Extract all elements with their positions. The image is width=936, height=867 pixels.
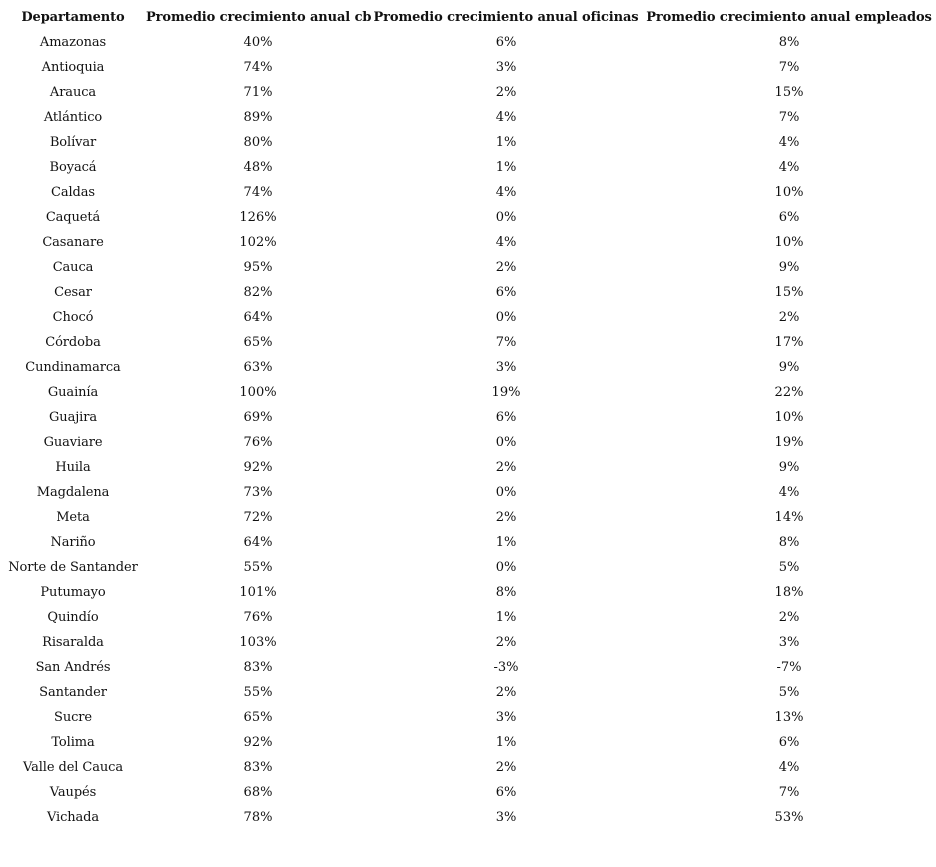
cell-departamento: Tolima	[51, 735, 95, 750]
cell-crecimiento-cb: 69%	[243, 410, 273, 425]
cell-crecimiento-cb: 63%	[243, 360, 273, 375]
cell-crecimiento-empleados: 53%	[774, 810, 804, 825]
cell-crecimiento-cb: 73%	[243, 485, 273, 500]
cell-crecimiento-empleados: 14%	[774, 510, 804, 525]
cell-crecimiento-oficinas: -3%	[493, 660, 519, 675]
cell-crecimiento-oficinas: 3%	[495, 60, 517, 75]
cell-crecimiento-cb: 71%	[243, 85, 273, 100]
cell-departamento: Caquetá	[45, 210, 101, 225]
table-row	[0, 580, 936, 605]
cell-crecimiento-oficinas: 1%	[495, 160, 517, 175]
cell-crecimiento-oficinas: 8%	[495, 585, 517, 600]
cell-crecimiento-cb: 65%	[243, 335, 273, 350]
table-row	[0, 655, 936, 680]
cell-departamento: Bolívar	[49, 135, 97, 150]
cell-departamento: Santander	[39, 685, 107, 700]
table-row	[0, 530, 936, 555]
table-row	[0, 155, 936, 180]
cell-crecimiento-cb: 74%	[243, 185, 273, 200]
table-row	[0, 405, 936, 430]
cell-crecimiento-oficinas: 1%	[495, 610, 517, 625]
cell-crecimiento-cb: 74%	[243, 60, 273, 75]
cell-crecimiento-cb: 78%	[243, 810, 273, 825]
table-header	[0, 5, 936, 30]
cell-departamento: Meta	[56, 510, 90, 525]
cell-crecimiento-empleados: 19%	[774, 435, 804, 450]
table-row	[0, 730, 936, 755]
cell-crecimiento-empleados: 9%	[778, 260, 800, 275]
cell-crecimiento-cb: 80%	[243, 135, 273, 150]
table-row	[0, 305, 936, 330]
cell-departamento: Risaralda	[42, 635, 104, 650]
cell-crecimiento-empleados: 8%	[778, 535, 800, 550]
cell-crecimiento-empleados: 10%	[774, 185, 804, 200]
cell-crecimiento-cb: 76%	[243, 435, 273, 450]
cell-crecimiento-empleados: 4%	[778, 135, 800, 150]
cell-crecimiento-oficinas: 0%	[495, 560, 517, 575]
table-row	[0, 30, 936, 55]
cell-crecimiento-oficinas: 2%	[495, 460, 517, 475]
cell-crecimiento-oficinas: 0%	[495, 435, 517, 450]
cell-departamento: San Andrés	[35, 660, 111, 675]
cell-departamento: Guajira	[49, 410, 97, 425]
cell-crecimiento-oficinas: 0%	[495, 485, 517, 500]
cell-crecimiento-oficinas: 6%	[495, 785, 517, 800]
cell-crecimiento-cb: 83%	[243, 660, 273, 675]
cell-departamento: Caldas	[51, 185, 95, 200]
table-row	[0, 355, 936, 380]
table-row	[0, 380, 936, 405]
cell-crecimiento-cb: 64%	[243, 310, 273, 325]
growth-table-container	[0, 5, 936, 830]
cell-crecimiento-cb: 89%	[243, 110, 273, 125]
cell-crecimiento-empleados: 9%	[778, 360, 800, 375]
cell-crecimiento-oficinas: 2%	[495, 510, 517, 525]
table-body	[0, 30, 936, 830]
cell-departamento: Casanare	[42, 235, 104, 250]
cell-crecimiento-oficinas: 2%	[495, 85, 517, 100]
table-row	[0, 755, 936, 780]
cell-crecimiento-empleados: 10%	[774, 235, 804, 250]
table-row	[0, 230, 936, 255]
cell-crecimiento-empleados: 22%	[774, 385, 804, 400]
cell-crecimiento-empleados: 8%	[778, 35, 800, 50]
cell-crecimiento-cb: 48%	[243, 160, 273, 175]
header-row	[0, 5, 936, 30]
cell-crecimiento-oficinas: 0%	[495, 310, 517, 325]
cell-departamento: Sucre	[54, 710, 92, 725]
cell-crecimiento-empleados: 6%	[778, 735, 800, 750]
cell-crecimiento-cb: 64%	[243, 535, 273, 550]
cell-departamento: Nariño	[50, 535, 96, 550]
cell-crecimiento-oficinas: 7%	[495, 335, 517, 350]
cell-departamento: Vaupés	[49, 785, 97, 800]
cell-departamento: Vichada	[46, 810, 100, 825]
table-row	[0, 605, 936, 630]
cell-crecimiento-empleados: 5%	[778, 685, 800, 700]
cell-crecimiento-empleados: 15%	[774, 285, 804, 300]
cell-crecimiento-cb: 55%	[243, 560, 273, 575]
cell-departamento: Norte de Santander	[8, 560, 138, 575]
cell-crecimiento-empleados: 7%	[778, 785, 800, 800]
cell-crecimiento-oficinas: 1%	[495, 535, 517, 550]
cell-crecimiento-oficinas: 1%	[495, 135, 517, 150]
cell-departamento: Chocó	[52, 310, 94, 325]
table-row	[0, 80, 936, 105]
table-row	[0, 780, 936, 805]
cell-crecimiento-empleados: 10%	[774, 410, 804, 425]
cell-crecimiento-empleados: 7%	[778, 60, 800, 75]
cell-crecimiento-oficinas: 6%	[495, 410, 517, 425]
cell-crecimiento-oficinas: 4%	[495, 235, 517, 250]
header-departamento: Departamento	[21, 10, 125, 25]
cell-departamento: Boyacá	[49, 160, 97, 175]
cell-crecimiento-cb: 65%	[243, 710, 273, 725]
cell-crecimiento-cb: 40%	[243, 35, 273, 50]
cell-crecimiento-empleados: 18%	[774, 585, 804, 600]
cell-departamento: Quindío	[47, 610, 99, 625]
cell-crecimiento-empleados: 2%	[778, 610, 800, 625]
cell-crecimiento-cb: 68%	[243, 785, 273, 800]
cell-crecimiento-empleados: 3%	[778, 635, 800, 650]
cell-crecimiento-empleados: 17%	[774, 335, 804, 350]
cell-crecimiento-cb: 83%	[243, 760, 273, 775]
cell-crecimiento-cb: 55%	[243, 685, 273, 700]
cell-departamento: Antioquia	[41, 60, 105, 75]
table-row	[0, 505, 936, 530]
cell-crecimiento-empleados: 4%	[778, 485, 800, 500]
cell-departamento: Guaviare	[43, 435, 103, 450]
cell-departamento: Guainía	[47, 385, 99, 400]
cell-crecimiento-cb: 103%	[239, 635, 277, 650]
cell-crecimiento-oficinas: 0%	[495, 210, 517, 225]
cell-crecimiento-oficinas: 19%	[491, 385, 521, 400]
cell-crecimiento-oficinas: 2%	[495, 760, 517, 775]
cell-departamento: Magdalena	[36, 485, 110, 500]
table-row	[0, 630, 936, 655]
cell-crecimiento-cb: 101%	[239, 585, 277, 600]
cell-departamento: Cauca	[52, 260, 94, 275]
growth-table	[0, 5, 936, 830]
cell-crecimiento-empleados: 13%	[774, 710, 804, 725]
cell-crecimiento-cb: 95%	[243, 260, 273, 275]
cell-crecimiento-cb: 82%	[243, 285, 273, 300]
cell-crecimiento-empleados: 5%	[778, 560, 800, 575]
table-row	[0, 705, 936, 730]
cell-departamento: Córdoba	[45, 335, 101, 350]
cell-crecimiento-oficinas: 1%	[495, 735, 517, 750]
cell-crecimiento-cb: 92%	[243, 460, 273, 475]
header-crecimiento-oficinas: Promedio crecimiento anual oficinas	[373, 10, 639, 25]
table-row	[0, 805, 936, 830]
cell-crecimiento-oficinas: 2%	[495, 260, 517, 275]
cell-crecimiento-cb: 76%	[243, 610, 273, 625]
table-row	[0, 680, 936, 705]
table-row	[0, 555, 936, 580]
cell-crecimiento-oficinas: 6%	[495, 285, 517, 300]
table-row	[0, 255, 936, 280]
cell-crecimiento-empleados: 7%	[778, 110, 800, 125]
cell-crecimiento-oficinas: 2%	[495, 685, 517, 700]
cell-crecimiento-cb: 72%	[243, 510, 273, 525]
cell-crecimiento-cb: 92%	[243, 735, 273, 750]
cell-crecimiento-empleados: 4%	[778, 760, 800, 775]
cell-crecimiento-oficinas: 4%	[495, 110, 517, 125]
table-row	[0, 105, 936, 130]
cell-crecimiento-empleados: 4%	[778, 160, 800, 175]
cell-departamento: Putumayo	[40, 585, 106, 600]
cell-crecimiento-empleados: 6%	[778, 210, 800, 225]
cell-crecimiento-empleados: 9%	[778, 460, 800, 475]
cell-departamento: Cesar	[54, 285, 92, 300]
cell-departamento: Arauca	[49, 85, 97, 100]
header-crecimiento-cb: Promedio crecimiento anual cb	[146, 10, 372, 25]
cell-crecimiento-empleados: 2%	[778, 310, 800, 325]
cell-crecimiento-oficinas: 2%	[495, 635, 517, 650]
table-row	[0, 430, 936, 455]
table-row	[0, 330, 936, 355]
table-row	[0, 55, 936, 80]
table-row	[0, 280, 936, 305]
table-row	[0, 205, 936, 230]
table-row	[0, 480, 936, 505]
table-row	[0, 455, 936, 480]
cell-crecimiento-oficinas: 6%	[495, 35, 517, 50]
cell-crecimiento-oficinas: 3%	[495, 360, 517, 375]
header-crecimiento-empleados: Promedio crecimiento anual empleados	[646, 10, 932, 25]
table-row	[0, 130, 936, 155]
cell-departamento: Atlántico	[43, 110, 103, 125]
cell-crecimiento-oficinas: 3%	[495, 810, 517, 825]
cell-departamento: Huila	[55, 460, 91, 475]
cell-crecimiento-empleados: -7%	[776, 660, 802, 675]
cell-crecimiento-empleados: 15%	[774, 85, 804, 100]
cell-crecimiento-cb: 100%	[239, 385, 277, 400]
cell-crecimiento-cb: 102%	[239, 235, 277, 250]
cell-departamento: Cundinamarca	[25, 360, 121, 375]
table-row	[0, 180, 936, 205]
cell-departamento: Amazonas	[39, 35, 107, 50]
cell-crecimiento-cb: 126%	[239, 210, 277, 225]
cell-crecimiento-oficinas: 3%	[495, 710, 517, 725]
cell-departamento: Valle del Cauca	[23, 760, 123, 775]
cell-crecimiento-oficinas: 4%	[495, 185, 517, 200]
